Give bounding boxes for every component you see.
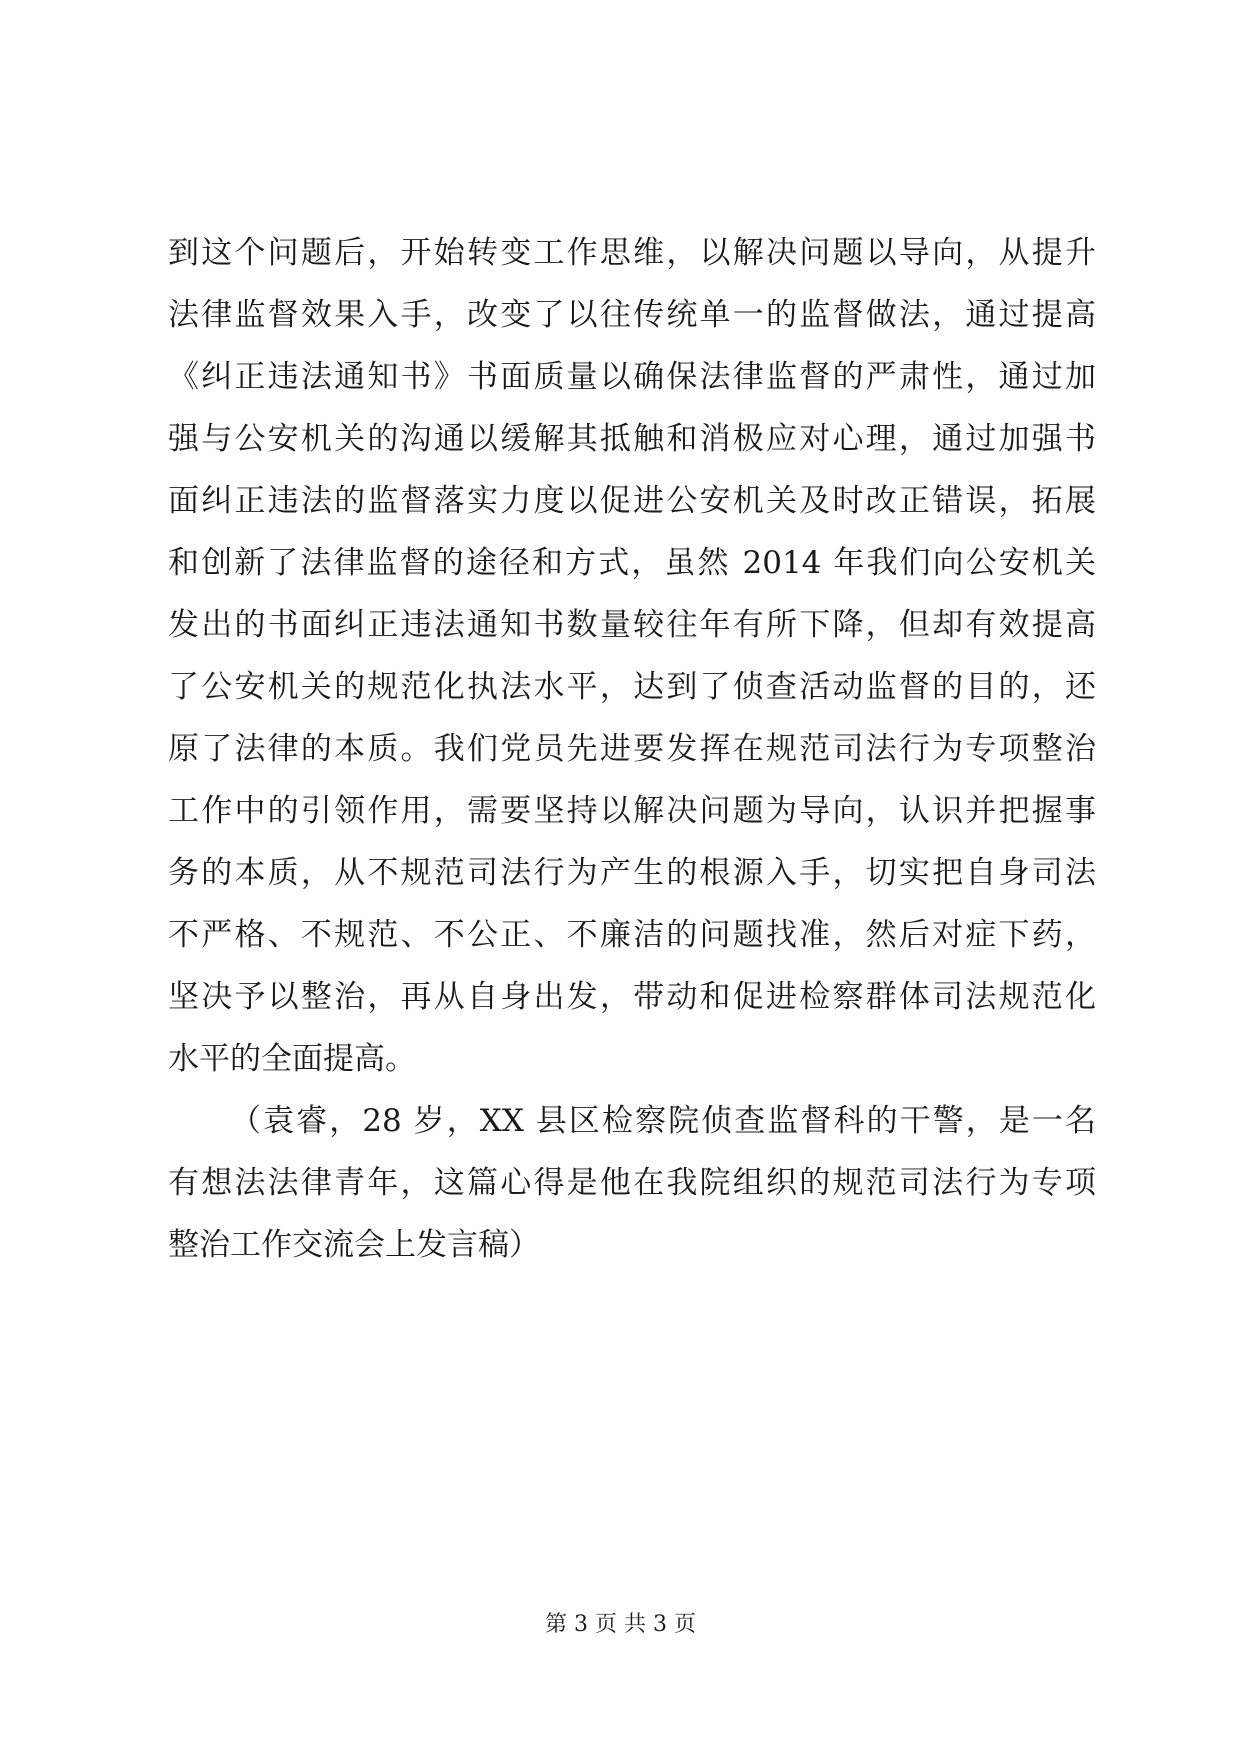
text-line: 强与公安机关的沟通以缓解其抵触和消极应对心理，通过加强书 — [168, 421, 1096, 457]
text-line: 有想法法律青年，这篇心得是他在我院组织的规范司法行为专项 — [168, 1165, 1096, 1201]
text-line: 面纠正违法的监督落实力度以促进公安机关及时改正错误，拓展 — [168, 483, 1096, 519]
page-number-footer: 第 3 页 共 3 页 — [545, 1612, 696, 1637]
text-line: 和创新了法律监督的途径和方式，虽然 2014 年我们向公安机关 — [168, 545, 1096, 581]
text-line: 务的本质，从不规范司法行为产生的根源入手，切实把自身司法 — [168, 855, 1096, 891]
text-line: 工作中的引领作用，需要坚持以解决问题为导向，认识并把握事 — [168, 793, 1096, 829]
text-line: 原了法律的本质。我们党员先进要发挥在规范司法行为专项整治 — [168, 731, 1096, 767]
paragraph-main — [168, 222, 1096, 1090]
text-line: 发出的书面纠正违法通知书数量较往年有所下降，但却有效提高 — [168, 607, 1096, 643]
text-line: 法律监督效果入手，改变了以往传统单一的监督做法，通过提高 — [168, 297, 1096, 333]
text-line: 水平的全面提高。 — [168, 1041, 416, 1077]
text-line: 到这个问题后，开始转变工作思维，以解决问题以导向，从提升 — [168, 235, 1096, 271]
text-line: 坚决予以整治，再从自身出发，带动和促进检察群体司法规范化 — [168, 979, 1096, 1015]
document-body — [168, 222, 1096, 1276]
text-line: 不严格、不规范、不公正、不廉洁的问题找准，然后对症下药， — [168, 917, 1096, 953]
paragraph-author-note — [168, 1090, 1096, 1276]
text-line: 《纠正违法通知书》书面质量以确保法律监督的严肃性，通过加 — [168, 359, 1096, 395]
text-line: 整治工作交流会上发言稿） — [168, 1227, 540, 1263]
text-line: （袁睿，28 岁，XX 县区检察院侦查监督科的干警，是一名 — [230, 1103, 1096, 1139]
text-line: 了公安机关的规范化执法水平，达到了侦查活动监督的目的，还 — [168, 669, 1096, 705]
